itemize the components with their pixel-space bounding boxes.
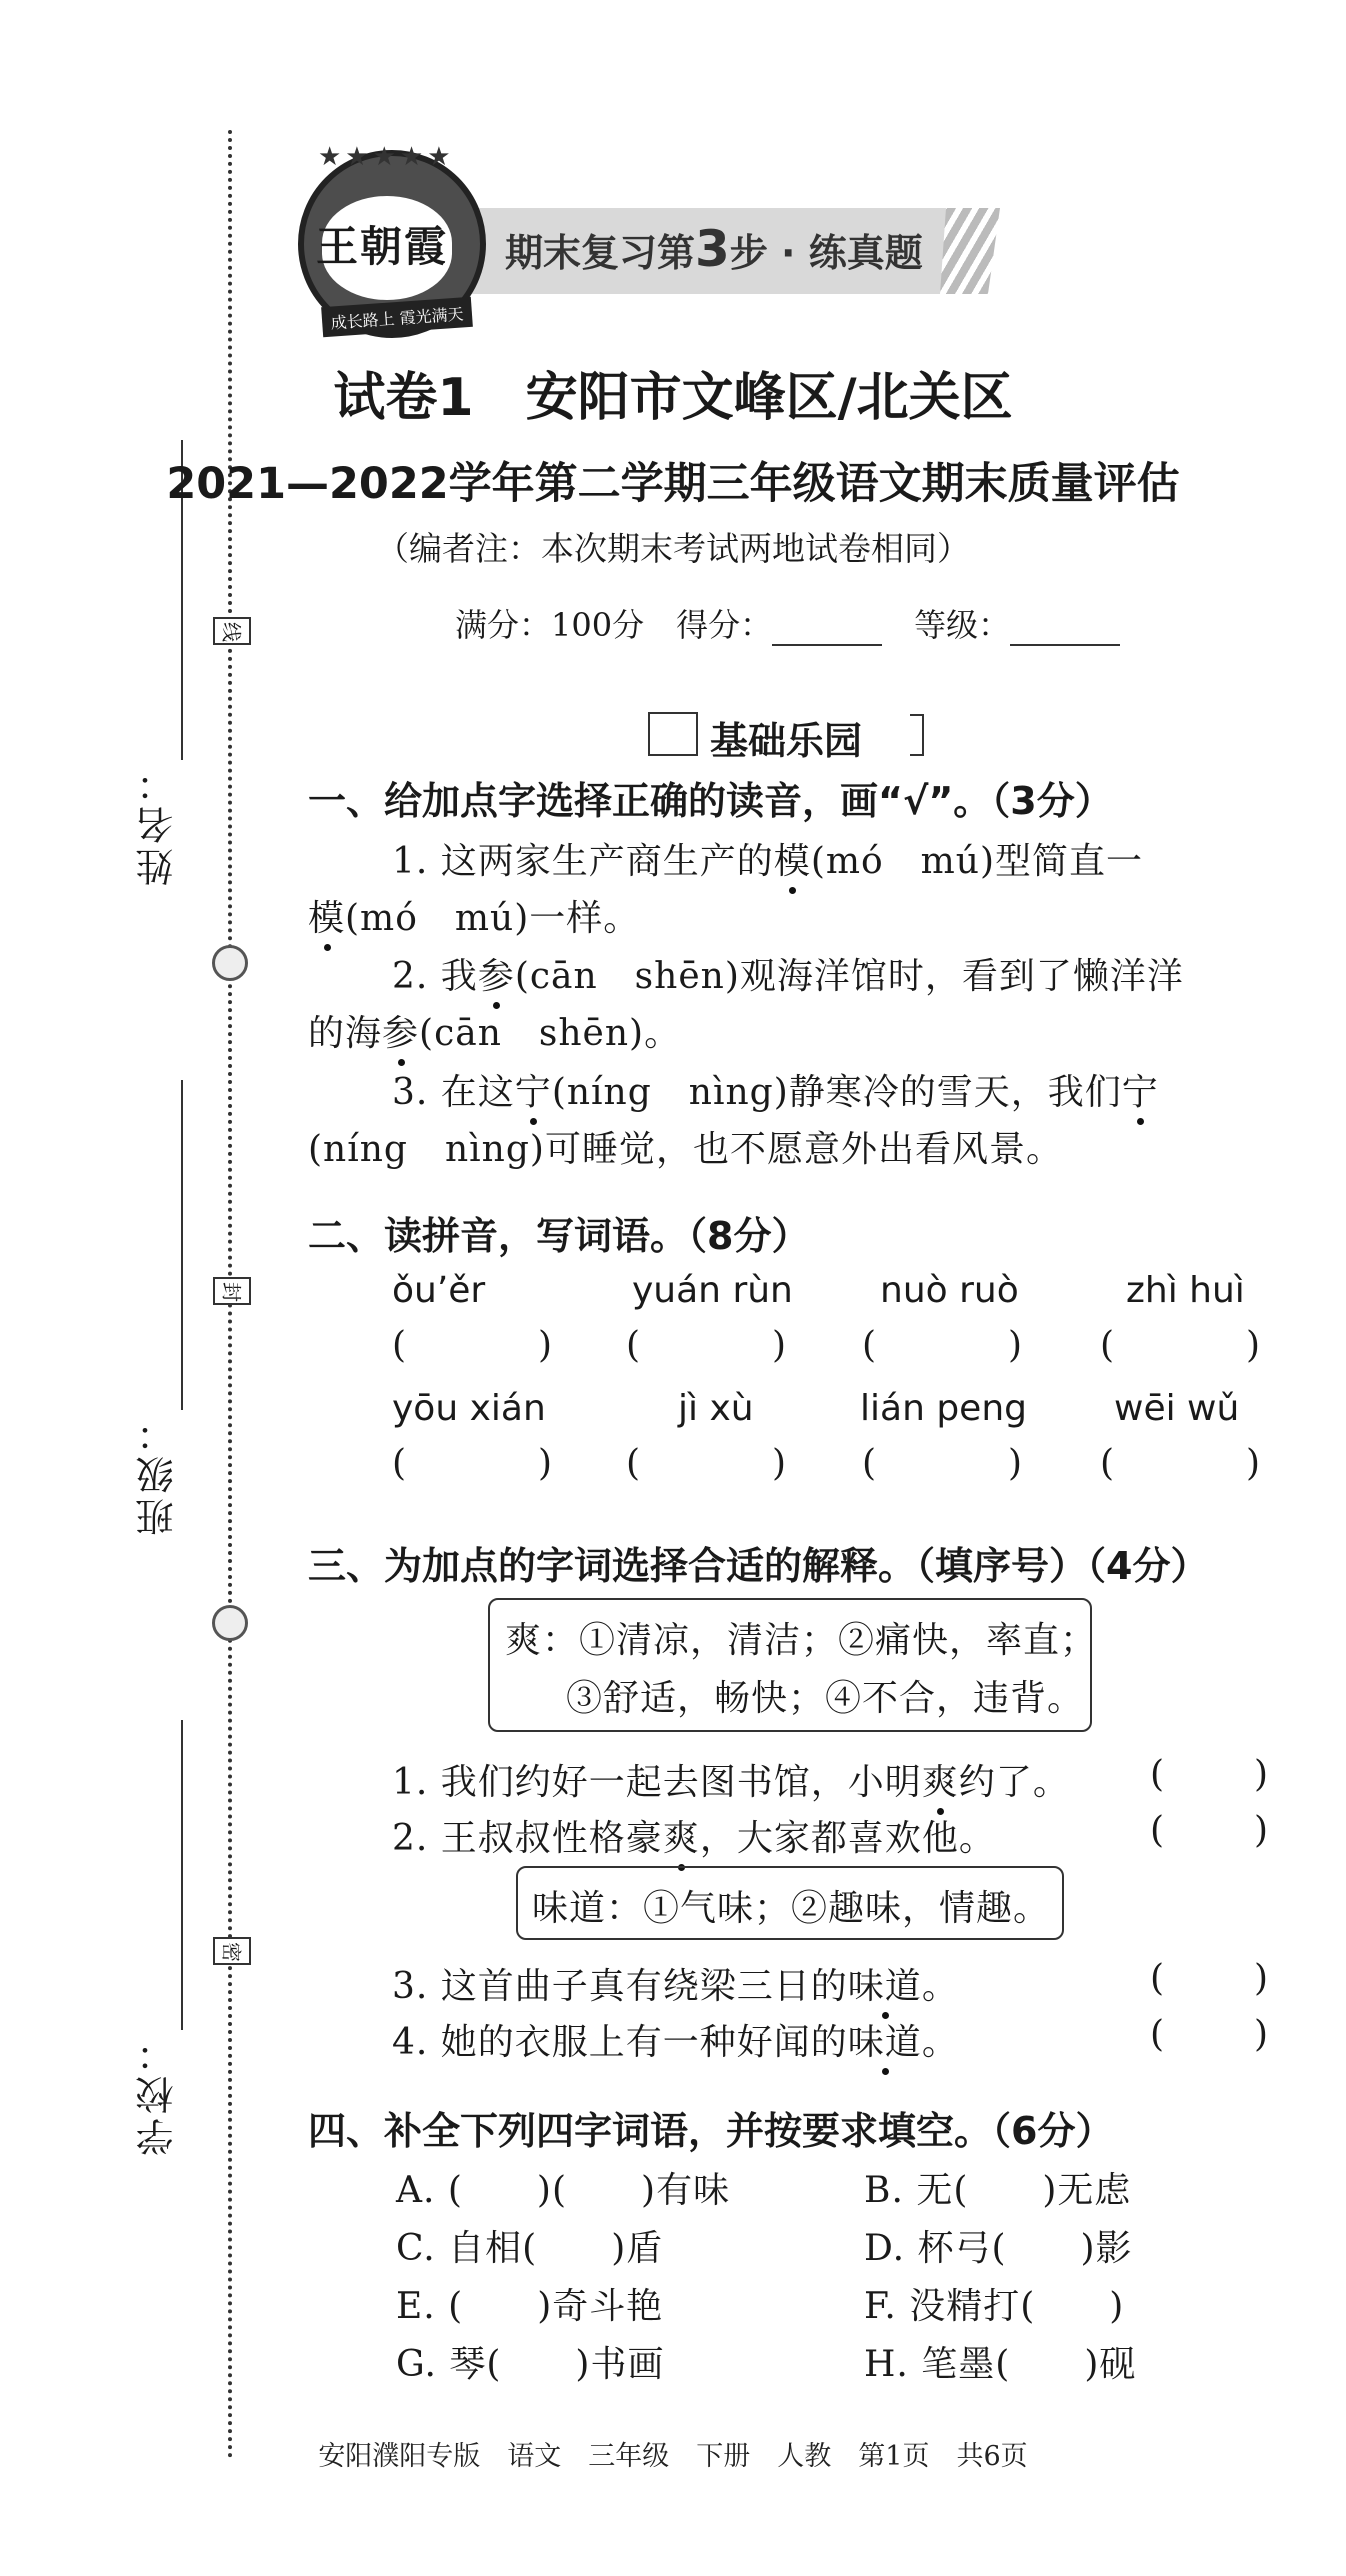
pinyin: jì xù: [678, 1388, 754, 1429]
swirl-ornament-icon: [212, 945, 248, 981]
logo-text: 王朝霞: [316, 222, 449, 271]
logo-ribbon: 成长路上 霞光满天: [321, 297, 473, 337]
idiom-item[interactable]: H. 笔墨( )砚: [864, 2344, 1137, 2385]
answer-paren[interactable]: ( ): [1150, 2014, 1268, 2055]
pinyin: zhì huì: [1126, 1270, 1245, 1311]
pinyin: nuò ruò: [880, 1270, 1019, 1311]
q1-line1: 1. 这两家生产商生产的模(mó mú)型简直一: [392, 841, 1144, 882]
pinyin: lián peng: [860, 1388, 1027, 1429]
page-footer: 安阳濮阳专版 语文 三年级 下册 人教 第1页 共6页: [318, 2441, 1028, 2472]
grade-field[interactable]: [1010, 612, 1120, 646]
logo-stars-icon: ★★★★★: [318, 142, 455, 172]
class-write-line[interactable]: [181, 1080, 183, 1410]
q1-line2: 模(mó mú)一样。: [308, 898, 641, 939]
idiom-item[interactable]: B. 无( )无虑: [864, 2170, 1132, 2211]
answer-paren[interactable]: ( ): [392, 1325, 552, 1366]
name-label: 姓名：: [136, 760, 180, 886]
score-line: [455, 600, 1120, 646]
answer-paren[interactable]: ( ): [626, 1443, 786, 1484]
idiom-item[interactable]: D. 杯弓( )影: [864, 2228, 1133, 2269]
q1-line6: (níng nìng)可睡觉，也不愿意外出看风景。: [308, 1129, 1063, 1170]
answer-paren[interactable]: ( ): [1150, 1754, 1268, 1795]
magnifier-icon: [648, 712, 698, 756]
pinyin: ǒu’ěr: [392, 1270, 486, 1311]
idiom-item[interactable]: E. ( )奇斗艳: [396, 2286, 664, 2327]
q1-heading: 一、给加点字选择正确的读音，画“√”。（3分）: [308, 779, 1113, 823]
definition-line: 爽：①清凉，清洁；②痛快，率直；: [505, 1620, 1098, 1661]
q3-sentence4: 4. 她的衣服上有一种好闻的味道。: [392, 2022, 959, 2063]
answer-paren[interactable]: ( ): [1100, 1325, 1260, 1366]
swirl-ornament-icon: [212, 1605, 248, 1641]
q3-heading: 三、为加点的字词选择合适的解释。（填序号）（4分）: [308, 1544, 1209, 1588]
pinyin: wēi wǔ: [1114, 1388, 1240, 1429]
banner-text: 期末复习第3步 · 练真题: [505, 220, 923, 278]
answer-paren[interactable]: ( ): [1150, 1958, 1268, 1999]
section-tag-label: 基础乐园: [710, 719, 863, 763]
pinyin: yuán rùn: [632, 1270, 793, 1311]
score-label: 得分：: [676, 606, 773, 644]
answer-paren[interactable]: ( ): [862, 1325, 1022, 1366]
q1-line5: 3. 在这宁(níng nìng)静寒冷的雪天，我们宁: [392, 1072, 1159, 1113]
idiom-item[interactable]: F. 没精打( ): [864, 2286, 1125, 2327]
class-label: 班级：: [136, 1410, 180, 1536]
idiom-item[interactable]: A. ( )( )有味: [396, 2170, 731, 2211]
q1-line4: 的海参(cān shēn)。: [308, 1013, 682, 1054]
answer-paren[interactable]: ( ): [392, 1443, 552, 1484]
q1-line3: 2. 我参(cān shēn)观海洋馆时，看到了懒洋洋: [392, 956, 1184, 997]
section-tag: [648, 710, 928, 763]
section-bracket: [910, 714, 924, 756]
idiom-item[interactable]: C. 自相( )盾: [396, 2228, 664, 2269]
banner-stripes: [940, 208, 1000, 294]
answer-paren[interactable]: ( ): [1100, 1443, 1260, 1484]
definition-line: ③舒适，畅快；④不合，违背。: [566, 1678, 1085, 1719]
score-field[interactable]: [772, 612, 882, 646]
grade-label: 等级：: [914, 606, 1011, 644]
school-write-line[interactable]: [181, 1720, 183, 2030]
q3-sentence3: 3. 这首曲子真有绕梁三日的味道。: [392, 1966, 959, 2007]
definition-line: 味道：①气味；②趣味，情趣。: [532, 1888, 1051, 1929]
q3-sentence1: 1. 我们约好一起去图书馆，小明爽约了。: [392, 1762, 1070, 1803]
bind-mark-line: 线: [213, 617, 251, 645]
page-subtitle: 2021—2022学年第二学期三年级语文期末质量评估: [166, 459, 1180, 509]
answer-paren[interactable]: ( ): [862, 1443, 1022, 1484]
answer-paren[interactable]: ( ): [626, 1325, 786, 1366]
page-title: 试卷1 安阳市文峰区/北关区: [333, 368, 1013, 428]
idiom-item[interactable]: G. 琴( )书画: [396, 2344, 665, 2385]
q2-heading: 二、读拼音，写词语。（8分）: [308, 1214, 810, 1258]
answer-paren[interactable]: ( ): [1150, 1810, 1268, 1851]
pinyin: yōu xián: [392, 1388, 546, 1429]
bind-mark-seal: 封: [213, 1277, 251, 1305]
bind-mark-secret: 密: [213, 1937, 251, 1965]
q3-sentence2: 2. 王叔叔性格豪爽，大家都喜欢他。: [392, 1818, 996, 1859]
q4-heading: 四、补全下列四字词语，并按要求填空。（6分）: [308, 2109, 1114, 2153]
school-label: 学校：: [136, 2030, 180, 2156]
full-score: 满分：100分: [455, 606, 645, 644]
editor-note: （编者注：本次期末考试两地试卷相同）: [376, 529, 970, 568]
